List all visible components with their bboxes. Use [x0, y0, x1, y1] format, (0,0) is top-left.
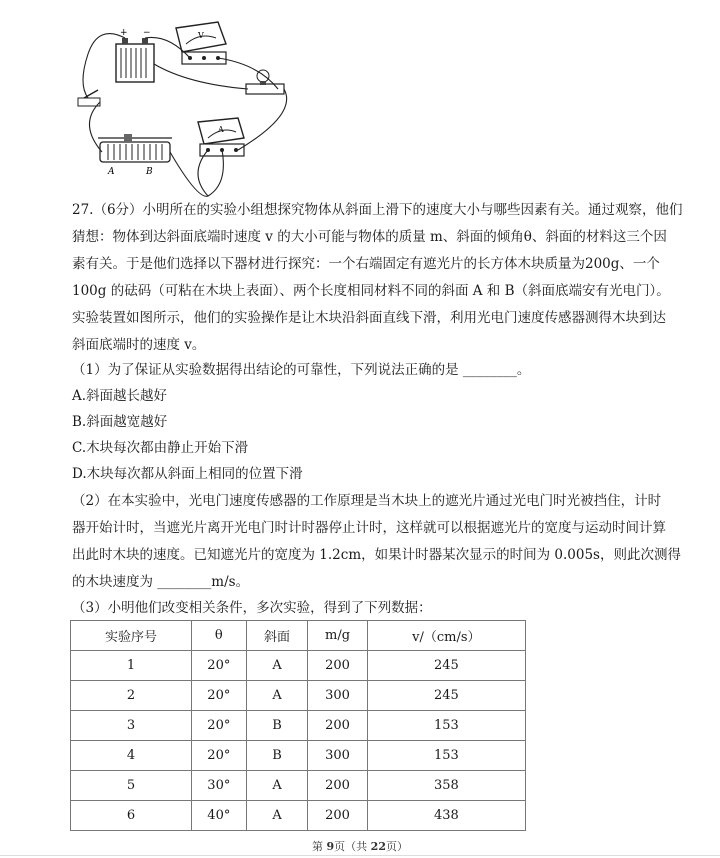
voltmeter-label: V [198, 31, 204, 40]
table-row [71, 681, 526, 711]
cell-theta: 20° [191, 741, 246, 771]
question-line-3: 素有关。于是他们选择以下器材进行探究：一个右端固定有遮光片的长方体木块质量为200g、一个 [72, 256, 660, 272]
cell-velocity: 153 [367, 711, 525, 741]
footer-page-number: 9 [326, 840, 335, 853]
ammeter-icon [198, 118, 244, 156]
footer-total-pages: 22 [370, 840, 386, 853]
cell-trial: 3 [71, 711, 192, 741]
cell-mass: 200 [308, 801, 367, 831]
header-velocity: v/（cm/s） [367, 621, 525, 651]
switch-icon [78, 90, 100, 106]
ammeter-label: A [218, 125, 224, 134]
question-line-6: 斜面底端时的速度 v。 [72, 337, 206, 353]
header-slope: 斜面 [246, 621, 308, 651]
cell-theta: 30° [191, 771, 246, 801]
table-header-row [71, 621, 526, 651]
cell-velocity: 245 [367, 651, 525, 681]
cell-trial: 1 [71, 651, 192, 681]
part3-prompt: （3）小明他们改变相关条件，多次实验，得到了下列数据： [72, 600, 432, 616]
cell-slope: A [246, 771, 308, 801]
question-line-4: 100g 的砝码（可粘在木块上表面）、两个长度相同材料不同的斜面 A 和 B（斜面底端安有光电门）。 [72, 283, 670, 299]
footer-middle: 页（共 [334, 840, 371, 853]
battery-minus-label: − [143, 28, 151, 38]
table-row [71, 741, 526, 771]
part1-prompt: （1）为了保证从实验数据得出结论的可靠性，下列说法正确的是 ________。 [72, 362, 531, 378]
battery-icon [116, 38, 154, 82]
page-footer [0, 838, 720, 854]
cell-trial: 2 [71, 681, 192, 711]
question-line-1: 27.（6分）小明所在的实验小组想探究物体从斜面上滑下的速度大小与哪些因素有关。通过观察，他们 [72, 202, 683, 218]
cell-theta: 20° [191, 681, 246, 711]
cell-trial: 5 [71, 771, 192, 801]
cell-mass: 300 [308, 681, 367, 711]
table-row [71, 771, 526, 801]
cell-trial: 6 [71, 801, 192, 831]
cell-velocity: 438 [367, 801, 525, 831]
part2-line-3: 出此时木块的速度。已知遮光片的宽度为 1.2cm，如果计时器某次显示的时间为 0.005s，则此次测得 [72, 547, 681, 563]
cell-mass: 200 [308, 711, 367, 741]
table-row [71, 801, 526, 831]
rheostat-icon [98, 134, 172, 162]
footer-suffix: 页） [385, 840, 408, 853]
question-line-5: 实验装置如图所示，他们的实验操作是让木块沿斜面直线下滑，利用光电门速度传感器测得木块到达 [72, 310, 666, 326]
footer-prefix: 第 [312, 840, 327, 853]
header-mass: m/g [308, 621, 367, 651]
option-b: B.斜面越宽越好 [72, 414, 168, 430]
circuit-figure [58, 14, 298, 202]
question-line-2: 猜想：物体到达斜面底端时速度 v 的大小可能与物体的质量 m、斜面的倾角θ、斜面的材料这三个因 [72, 229, 667, 245]
cell-velocity: 358 [367, 771, 525, 801]
table-row [71, 711, 526, 741]
option-d: D.木块每次都从斜面上相同的位置下滑 [72, 466, 303, 482]
cell-slope: A [246, 681, 308, 711]
cell-mass: 200 [308, 771, 367, 801]
part2-line-4: 的木块速度为 ________m/s。 [72, 574, 250, 590]
cell-mass: 300 [308, 741, 367, 771]
cell-slope: A [246, 651, 308, 681]
header-trial: 实验序号 [71, 621, 192, 651]
cell-theta: 40° [191, 801, 246, 831]
cell-mass: 200 [308, 651, 367, 681]
cell-theta: 20° [191, 651, 246, 681]
part2-line-1: （2）在本实验中，光电门速度传感器的工作原理是当木块上的遮光片通过光电门时光被挡住，计时 [72, 493, 662, 509]
option-c: C.木块每次都由静止开始下滑 [72, 440, 249, 456]
cell-velocity: 153 [367, 741, 525, 771]
terminal-a-label: A [108, 167, 115, 177]
cell-velocity: 245 [367, 681, 525, 711]
cell-theta: 20° [191, 711, 246, 741]
part2-line-2: 器开始计时，当遮光片离开光电门时计时器停止计时，这样就可以根据遮光片的宽度与运动时间计算 [72, 520, 666, 536]
header-theta: θ [191, 621, 246, 651]
option-a: A.斜面越长越好 [72, 388, 168, 404]
battery-plus-label: + [120, 28, 128, 38]
cell-trial: 4 [71, 741, 192, 771]
cell-slope: B [246, 741, 308, 771]
bulb-icon [246, 70, 284, 94]
data-table [70, 620, 526, 831]
cell-slope: B [246, 711, 308, 741]
bottom-rule [0, 855, 720, 856]
table-row [71, 651, 526, 681]
terminal-b-label: B [146, 167, 153, 177]
cell-slope: A [246, 801, 308, 831]
